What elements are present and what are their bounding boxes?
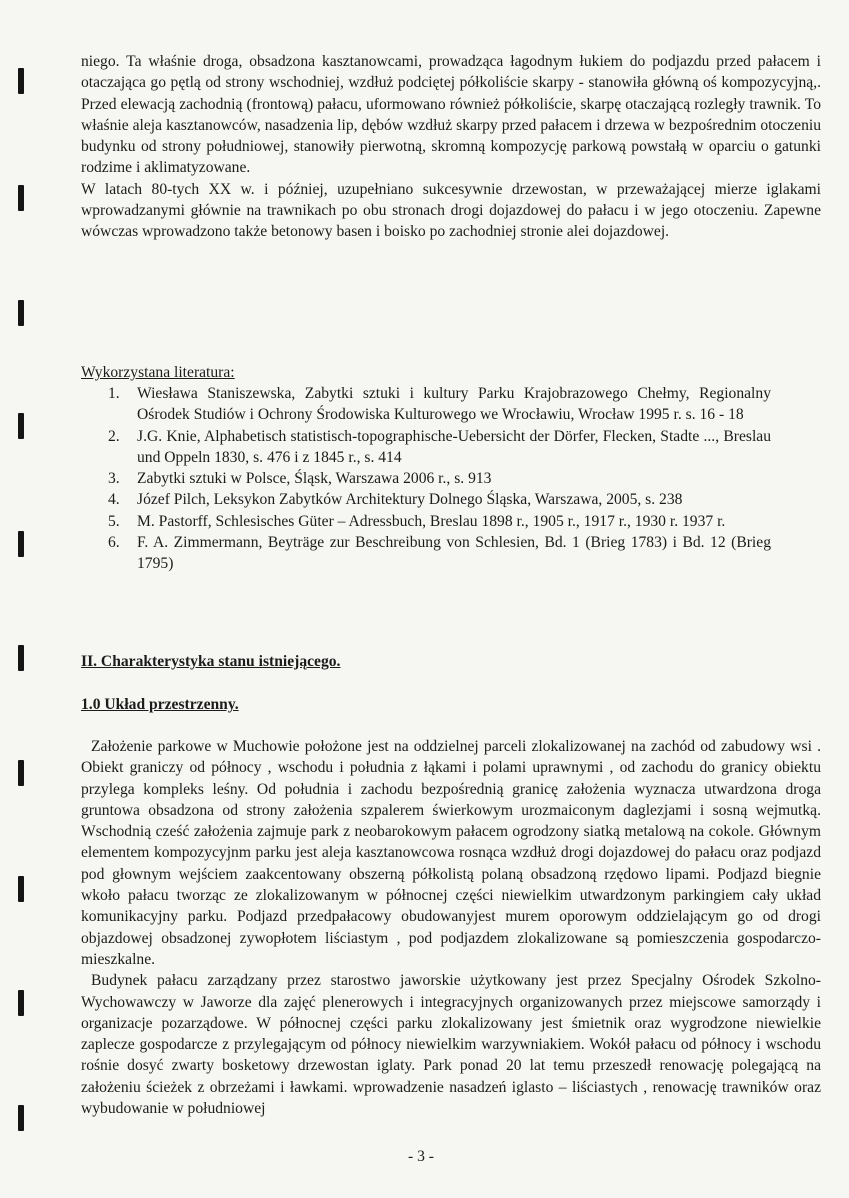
item-number: 3. <box>108 470 120 488</box>
item-text: M. Pastorff, Schlesisches Güter – Adressbuch, Breslau 1898 r., 1905 r., 1917 r., 1930 r. 1937 r. <box>137 512 726 530</box>
paragraph: Założenie parkowe w Muchowie położone jest na oddzielnej parceli zlokalizowanej na zachód od zabudowy wsi . Obiekt graniczy od północy , wschodu i południa z łąkami i polami uprawnymi , od zachodu do granicy obiektu przylega kompleks leśny. Od południa i zachodu bezpośrednią granicę założenia wyznacza utwardzona droga gruntowa obsadzona od strony założenia szpalerem świerkowym urozmaiconym daglezjami i sosną wejmutką. Wschodnią cześć założenia zajmuje park z neobarokowym pałacem ogrodzony siatką metalową na cokole. Głównym elementem kompozycyjnm parku jest aleja kasztanowcowa rosnąca wzdłuż drogi dojazdowej do pałacu oraz podjazd pod głownym wejściem zaakcentowany obszerną półkolistą polaną obsadzoną rzędowo lipami. Podjazd biegnie wkoło pałacu tworząc ze zlokalizowanym w północnej części niewielkim utwardzonym parkingiem cały układ komunikacyjny parku. Podjazd przedpałacowy obudowanyjest murem oporowym oddzielającym go od drogi objazdowej obsadzonej zywopłotem liściastym , pod podjazdem zlokalizowane są pomieszczenia gospodarczo-mieszkalne. <box>81 738 821 968</box>
item-number: 1. <box>108 385 120 402</box>
list-item <box>81 532 771 575</box>
paragraph: W latach 80-tych XX w. i później, uzupełniano sukcesywnie drzewostan, w przeważającej mierze iglakami wprowadzanymi głównie na trawnikach po obu stronach drogi dojazdowej do pałacu i w jego otoczeniu. Zapewne wówczas wprowadzono także betonowy basen i boisko po zachodniej stronie alei dojazdowej. <box>81 180 821 241</box>
literature-list <box>81 383 771 575</box>
scan-margin-mark <box>18 413 24 439</box>
item-number: 6. <box>108 534 120 552</box>
item-text: J.G. Knie, Alphabetisch statistisch-topographische-Uebersicht der Dörfer, Flecken, Stadte ..., Breslau und Oppeln 1830, s. 476 i z 1845 r., s. 414 <box>137 427 771 466</box>
intro-text <box>81 51 821 243</box>
section-body <box>81 736 821 1119</box>
scan-margin-mark <box>18 68 24 94</box>
item-number: 5. <box>108 512 120 530</box>
item-text: Zabytki sztuki w Polsce, Śląsk, Warszawa 2006 r., s. 913 <box>137 470 492 488</box>
scan-margin-mark <box>18 760 24 786</box>
list-item <box>81 426 771 469</box>
scan-margin-mark <box>18 1105 24 1131</box>
item-number: 4. <box>108 491 120 509</box>
literature-heading: Wykorzystana literatura: <box>81 364 235 381</box>
paragraph: Budynek pałacu zarządzany przez starostwo jaworskie użytkowany jest przez Specjalny Ośrodek Szkolno-Wychowawczy w Jaworze dla zajęć plenerowych i integracyjnych organizowanych przez miejscowe samorządy i organizacje pozarządowe. W północnej części parku zlokalizowany jest śmietnik oraz wygrodzone niewielkie zaplecze gospodarcze z przylegającym od północy niewielkim warzywniakiem. Wokół pałacu od północy i wschodu rośnie dosyć zwarty bosketowy drzewostan iglaty. Park ponad 20 lat temu przeszedł renowację polegającą na założeniu ścieżek z obrzeżami i ławkami. wprowadzenie nasadzeń iglasto – liściastych , renowację trawników oraz wybudowanie w południowej <box>81 972 821 1118</box>
list-item <box>81 489 771 510</box>
paragraph: niego. Ta właśnie droga, obsadzona kasztanowcami, prowadząca łagodnym łukiem do podjazdu przed pałacem i otaczająca go pętlą od strony wschodniej, wzdłuż podciętej półkoliście skarpy - stanowiła główną oś kompozycyjną,. Przed elewacją zachodnią (frontową) pałacu, uformowano również półkoliście, skarpę otaczającą rozległy trawnik. To właśnie aleja kasztanowców, nasadzenia lip, dębów wzdłuż skarpy przed pałacem i drzewa w bezpośrednim otoczeniu budynku od strony południowej, stanowiły pierwotną, skromną kompozycję parkową powstałą w oparciu o gatunki rodzime i aklimatyzowane. <box>81 53 821 177</box>
item-text: Józef Pilch, Leksykon Zabytków Architektury Dolnego Śląska, Warszawa, 2005, s. 238 <box>137 491 683 509</box>
scan-margin-mark <box>18 876 24 902</box>
scan-margin-mark <box>18 185 24 211</box>
page-number: - 3 - <box>408 1148 434 1165</box>
section-heading: II. Charakterystyka stanu istniejącego. <box>81 653 341 670</box>
scan-margin-mark <box>18 645 24 671</box>
scan-margin-mark <box>18 300 24 326</box>
scan-margin-mark <box>18 531 24 557</box>
subsection-heading: 1.0 Układ przestrzenny. <box>81 696 239 713</box>
list-item <box>81 468 771 489</box>
list-item <box>81 511 771 532</box>
item-text: Wiesława Staniszewska, Zabytki sztuki i kultury Parku Krajobrazowego Chełmy, Regionalny Ośrodek Studiów i Ochrony Środowiska Kulturowego we Wrocławiu, Wrocław 1995 r. s. 16 - 18 <box>137 385 771 424</box>
scan-margin-mark <box>18 990 24 1016</box>
item-number: 2. <box>108 427 120 445</box>
item-text: F. A. Zimmermann, Beyträge zur Beschreibung von Schlesien, Bd. 1 (Brieg 1783) i Bd. 12 (Brieg 1795) <box>137 534 771 573</box>
list-item <box>81 383 771 426</box>
